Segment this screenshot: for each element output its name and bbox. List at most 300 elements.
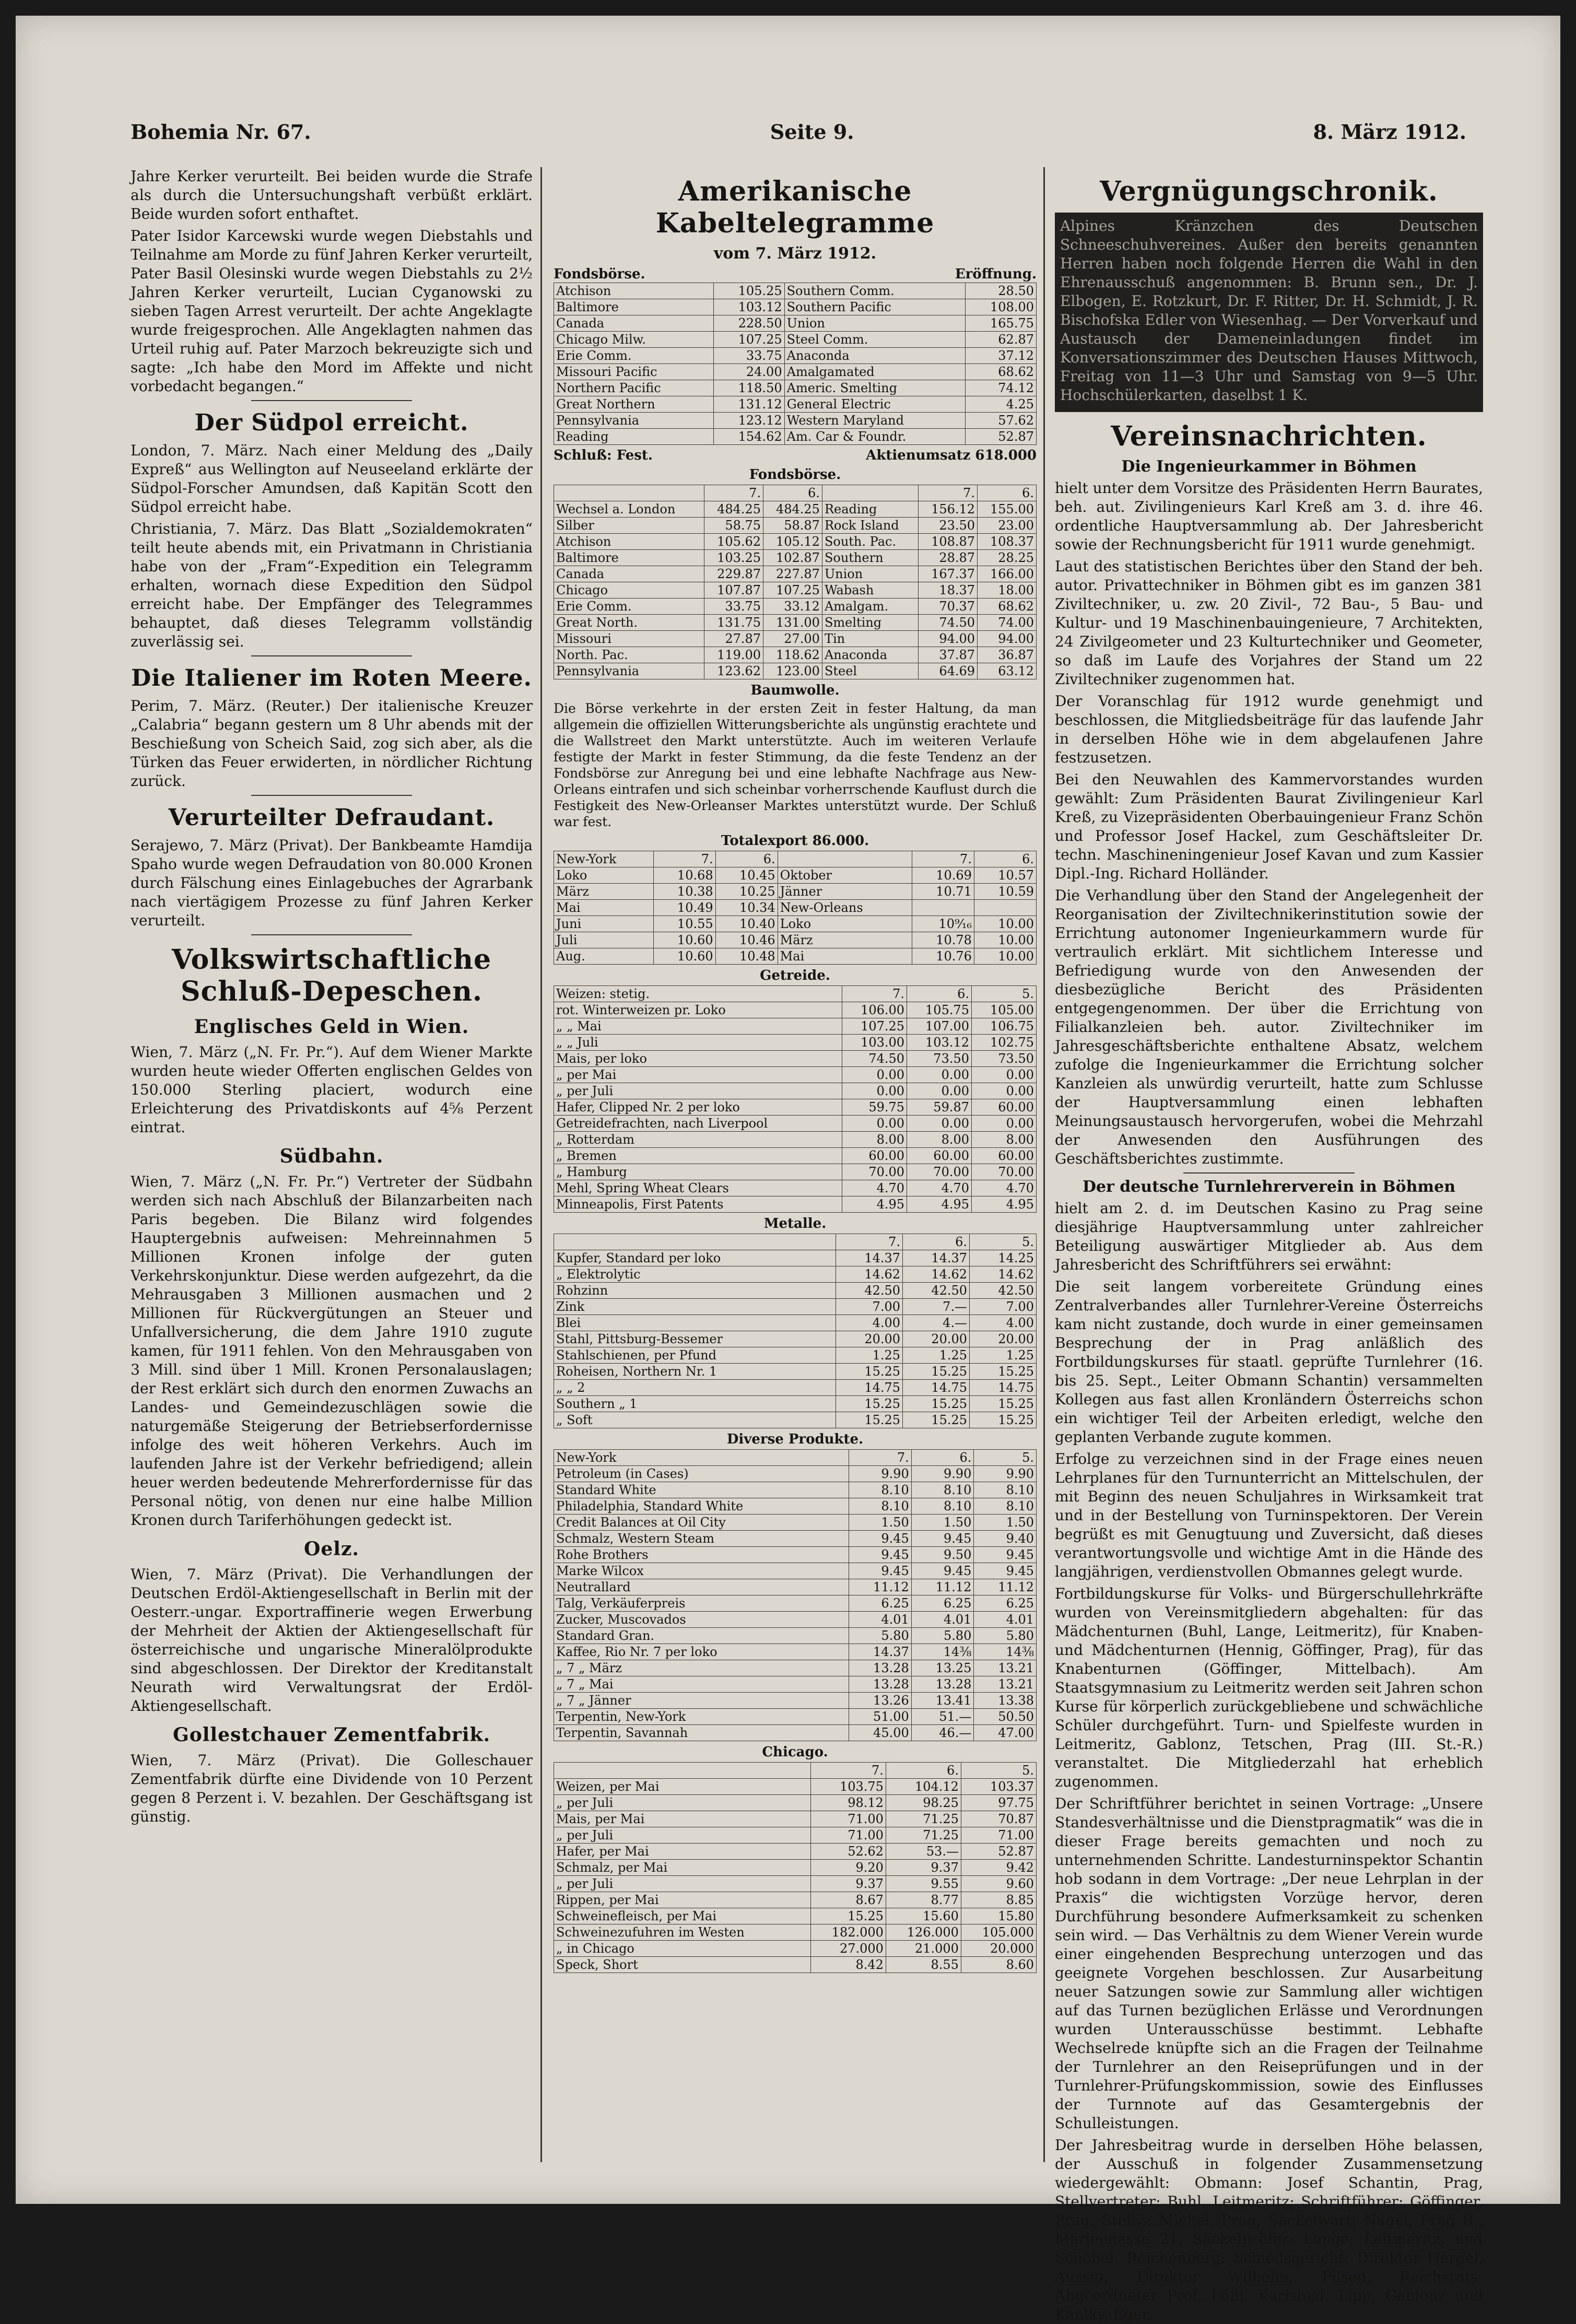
table-cell: 10.60 xyxy=(653,948,715,965)
article-text: Christiania, 7. März. Das Blatt „Sozialdemokraten“ teilt heute abends mit, ein Privatmann in Christiania habe von der „Fram“-Expedition ein Telegramm erhalten, wornach diese Expedition den Südpol erreicht habe. Der Empfänger des Telegrammes behauptet, daß dieses Telegramm vollständig zuverlässig sei. xyxy=(131,520,533,650)
table-cell: 227.87 xyxy=(763,566,822,582)
table-cell: 8.00 xyxy=(972,1132,1037,1148)
table-cell: Schmalz, per Mai xyxy=(554,1860,811,1876)
table-cell: Aug. xyxy=(554,948,654,965)
table-cell: 4.01 xyxy=(911,1612,974,1628)
table-cell: 71.25 xyxy=(886,1811,961,1827)
table-cell: Rock Island xyxy=(822,518,918,534)
table-cell: 71.00 xyxy=(810,1827,886,1844)
table-cell: 94.00 xyxy=(919,631,978,647)
section-title-kabeltelegramme: Amerikanische Kabeltelegramme xyxy=(655,175,935,239)
table-cell: 167.37 xyxy=(919,566,978,582)
table-row xyxy=(554,1763,1037,1779)
table-cell: Terpentin, Savannah xyxy=(554,1725,849,1741)
table-cell: General Electric xyxy=(784,396,966,413)
table-cell: Amalgamated xyxy=(784,364,966,380)
table-row xyxy=(554,299,1037,315)
table-cell: Speck, Short xyxy=(554,1957,811,1973)
table-cell: 103.37 xyxy=(961,1779,1036,1795)
table-cell: 7. xyxy=(842,986,907,1002)
table-cell: 8.67 xyxy=(810,1892,886,1908)
table-cell: 11.12 xyxy=(911,1579,974,1595)
table-cell: 70.00 xyxy=(972,1164,1037,1180)
table-cell: „ per Juli xyxy=(554,1795,811,1811)
table-cell: 14.75 xyxy=(903,1380,970,1396)
table-row xyxy=(554,1908,1037,1924)
table-cell: 10.40 xyxy=(715,916,778,932)
table-cell: 105.000 xyxy=(961,1924,1036,1941)
table-row xyxy=(554,413,1037,429)
table-row xyxy=(554,1892,1037,1908)
table-cell: 10.69 xyxy=(912,867,974,884)
table-row xyxy=(554,1347,1037,1364)
table-row xyxy=(554,1876,1037,1892)
table-cell: 6. xyxy=(974,851,1036,867)
table-cell: 15.25 xyxy=(903,1412,970,1428)
table-row xyxy=(554,1957,1037,1973)
table-cell: New-York xyxy=(554,851,654,867)
table-cell: Missouri Pacific xyxy=(554,364,714,380)
table-cell: 70.00 xyxy=(907,1164,972,1180)
metalle-table xyxy=(554,1234,1037,1428)
newspaper-page xyxy=(16,16,1560,2323)
table-cell: 13.28 xyxy=(849,1660,912,1676)
article-title-suedpol: Der Südpol erreicht. xyxy=(194,409,469,436)
table-cell: Southern xyxy=(822,550,918,566)
article-title-suedbahn: Südbahn. xyxy=(279,1145,384,1167)
table-cell: 4.01 xyxy=(974,1612,1037,1628)
table-cell: März xyxy=(554,884,654,900)
table-row xyxy=(554,348,1037,364)
table-row xyxy=(554,1860,1037,1876)
table-cell: 14.37 xyxy=(836,1250,903,1266)
column-middle xyxy=(554,167,1037,2173)
article-text: Alpines Kränzchen des Deutschen Schneeschuhvereines. Außer den bereits genannten Herren haben noch folgende Herren die Wahl in den Ehrenausschuß angenommen: B. Brunn sen., Dr. J. Elbogen, E. Rotzkurt, Dr. F. Ritter, Dr. H. Schmidt, J. R. Bischofska Edler von Wiesenhag. — Der Vorverkauf und Austausch der Dameneinladungen findet im Konversationszimmer des Deutschen Hauses Mittwoch, Freitag von 11—3 Uhr und Samstag von 9—5 Uhr. Hochschülerkarten, daselbst 1 K. xyxy=(1060,217,1478,404)
table-cell: 8.00 xyxy=(907,1132,972,1148)
table-cell: 5. xyxy=(974,1450,1037,1466)
table-cell: Mais, per Mai xyxy=(554,1811,811,1827)
table-cell: Anaconda xyxy=(822,647,918,663)
table-cell: „ „ Mai xyxy=(554,1018,842,1035)
table-cell: 15.25 xyxy=(903,1396,970,1412)
table-row xyxy=(554,631,1037,647)
table-cell: Stahlschienen, per Pfund xyxy=(554,1347,836,1364)
column-left xyxy=(131,167,533,2173)
table-cell: 123.62 xyxy=(704,663,763,679)
table-cell: 119.00 xyxy=(704,647,763,663)
table-cell: Am. Car & Foundr. xyxy=(784,429,966,445)
table-cell: 18.37 xyxy=(919,582,978,598)
table-cell: 10.49 xyxy=(653,900,715,916)
table-cell: Hafer, Clipped Nr. 2 per loko xyxy=(554,1099,842,1116)
table-cell: Wabash xyxy=(822,582,918,598)
table-cell: 24.00 xyxy=(713,364,784,380)
article-title-ingenieurkammer: Die Ingenieurkammer in Böhmen xyxy=(1121,457,1417,476)
table-cell: 11.12 xyxy=(849,1579,912,1595)
table-row xyxy=(554,396,1037,413)
table-cell: 1.50 xyxy=(974,1515,1037,1531)
table-cell: 20.00 xyxy=(903,1331,970,1347)
table-cell: „ per Juli xyxy=(554,1083,842,1099)
table-cell: Erie Comm. xyxy=(554,598,704,615)
table-cell xyxy=(778,851,912,867)
table-row xyxy=(554,1515,1037,1531)
table-row xyxy=(554,1941,1037,1957)
table-cell: 53.— xyxy=(886,1844,961,1860)
getreide-table xyxy=(554,985,1037,1213)
table-cell: 51.00 xyxy=(849,1709,912,1725)
table-cell: Chicago Milw. xyxy=(554,332,714,348)
table-cell: 0.00 xyxy=(907,1116,972,1132)
table-cell: 7. xyxy=(836,1234,903,1250)
table-row xyxy=(554,550,1037,566)
article-text: Wien, 7. März (Privat). Die Verhandlungen der Deutschen Erdöl-Aktiengesellschaft in Berlin mit der Oesterr.-ungar. Exportraffinerie wegen Erwerbung der Mehrheit der Aktien der Aktiengesellschaft für österreichische und ungarische Mineralölprodukte sind abgeschlossen. Der Direktor der Kreditanstalt Neurath wird Verwaltungsrat der Erdöl-Aktiengesellschaft. xyxy=(131,1566,533,1715)
table-cell xyxy=(912,900,974,916)
table-cell: 6. xyxy=(911,1450,974,1466)
table-cell: Tin xyxy=(822,631,918,647)
table-cell: 9.60 xyxy=(961,1876,1036,1892)
table-row xyxy=(554,1035,1037,1051)
table-cell: Anaconda xyxy=(784,348,966,364)
table-cell: 0.00 xyxy=(842,1067,907,1083)
table-cell: Rohzinn xyxy=(554,1283,836,1299)
table-title-metalle: Metalle. xyxy=(763,1216,827,1231)
table-cell: 108.87 xyxy=(919,534,978,550)
table-cell: 9.45 xyxy=(849,1547,912,1563)
table-cell: 14.62 xyxy=(903,1266,970,1283)
article-title-italiener: Die Italiener im Roten Meere. xyxy=(131,665,532,691)
article-text: Die Verhandlung über den Stand der Angelegenheit der Reorganisation der Ziviltechnikerinstitution sowie der Errichtung autonomer Ingenieurkammern wurde für vertraulich erklärt. Mit sichtlichem Interesse und Befriedigung wurde von den Anwesenden der diesbezügliche Bericht des Präsidenten entgegengenommen. Der über die Errichtung von Filialkanzleien beh. autor. Ziviltechniker im Jahresgeschäftsberichte enthaltene Absatz, welchem zufolge die Ingenieurkammer die Errichtung solcher Kanzleien als unwürdig verurteilt, hatte zum Schlusse der Hauptversammlung einen lebhaften Meinungsaustausch hervorgerufen, wobei die Mehrzahl der Anwesenden den Ausführungen des Geschäftsberichtes zustimmte. xyxy=(1055,887,1483,1167)
table-cell: 52.87 xyxy=(966,429,1037,445)
table-cell xyxy=(554,1763,811,1779)
table-row xyxy=(554,485,1037,501)
table-cell: 63.12 xyxy=(978,663,1037,679)
table-cell: Minneapolis, First Patents xyxy=(554,1196,842,1213)
table-row xyxy=(554,1628,1037,1644)
table-cell: Terpentin, New-York xyxy=(554,1709,849,1725)
table-row xyxy=(554,1450,1037,1466)
fondsboerse-header xyxy=(554,266,1037,283)
table-cell: 4.70 xyxy=(972,1180,1037,1196)
table-cell: Oktober xyxy=(778,867,912,884)
table-cell: 9.45 xyxy=(911,1563,974,1579)
table-cell: 4.00 xyxy=(836,1315,903,1331)
table-cell: 21.000 xyxy=(886,1941,961,1957)
table-cell: Getreidefrachten, nach Liverpool xyxy=(554,1116,842,1132)
table-row xyxy=(554,1180,1037,1196)
article-title-defraudant: Verurteilter Defraudant. xyxy=(168,804,495,831)
table-cell: 13.21 xyxy=(974,1676,1037,1693)
table-row xyxy=(554,1725,1037,1741)
table-cell: 6. xyxy=(903,1234,970,1250)
table-cell: „ 7 „ Mai xyxy=(554,1676,849,1693)
table-cell: 10.78 xyxy=(912,932,974,948)
table-cell: 8.10 xyxy=(849,1482,912,1498)
table-cell: 4.— xyxy=(903,1315,970,1331)
table-cell: Rippen, per Mai xyxy=(554,1892,811,1908)
table-cell: 9.20 xyxy=(810,1860,886,1876)
table-cell: 15.25 xyxy=(836,1412,903,1428)
table-cell: 68.62 xyxy=(966,364,1037,380)
fondsboerse-label: Fondsbörse. xyxy=(554,266,645,282)
table-row xyxy=(554,1380,1037,1396)
table-cell: 70.00 xyxy=(842,1164,907,1180)
table-cell: Mehl, Spring Wheat Clears xyxy=(554,1180,842,1196)
faded-notice xyxy=(1055,213,1483,412)
table-cell: Southern Comm. xyxy=(784,283,966,299)
table-cell: 59.87 xyxy=(907,1099,972,1116)
table-cell: 103.25 xyxy=(704,550,763,566)
table-cell: Blei xyxy=(554,1315,836,1331)
table-cell: 5.80 xyxy=(974,1628,1037,1644)
table-cell: 15.25 xyxy=(810,1908,886,1924)
table-cell: 131.00 xyxy=(763,615,822,631)
table-cell: 10.59 xyxy=(974,884,1036,900)
table-row xyxy=(554,1547,1037,1563)
table-cell: 8.00 xyxy=(842,1132,907,1148)
table-cell: 103.00 xyxy=(842,1035,907,1051)
table-cell: 0.00 xyxy=(907,1067,972,1083)
table-cell: 73.50 xyxy=(907,1051,972,1067)
table-cell: 37.12 xyxy=(966,348,1037,364)
table-cell: Weizen: stetig. xyxy=(554,986,842,1002)
table-cell: 4.95 xyxy=(907,1196,972,1213)
table-cell: 15.25 xyxy=(836,1364,903,1380)
table-row xyxy=(554,518,1037,534)
table-cell: 6. xyxy=(978,485,1037,501)
table-cell: 15.25 xyxy=(970,1412,1037,1428)
article-text: Perim, 7. März. (Reuter.) Der italienische Kreuzer „Calabria“ begann gestern um 8 Uhr abends mit der Beschießung von Scheich Said, zog sich aber, als die Türken das Feuer erwiderten, in nördlicher Richtung zurück. xyxy=(131,697,533,790)
table-cell: Atchison xyxy=(554,283,714,299)
table-cell: 9.40 xyxy=(974,1531,1037,1547)
table-row xyxy=(554,283,1037,299)
table-row xyxy=(554,1196,1037,1213)
table-cell: 0.00 xyxy=(972,1083,1037,1099)
table-cell: Credit Balances at Oil City xyxy=(554,1515,849,1531)
eroeffnung-label: Eröffnung. xyxy=(955,266,1037,282)
table-cell: 15.25 xyxy=(836,1396,903,1412)
table-cell: Union xyxy=(784,315,966,332)
header-date: 8. März 1912. xyxy=(1313,120,1466,144)
table-cell: „ 7 „ Jänner xyxy=(554,1693,849,1709)
table-cell: 106.00 xyxy=(842,1002,907,1018)
article-text: Fortbildungskurse für Volks- und Bürgerschullehrkräfte wurden von Vereinsmitgliedern abgehalten: für das Mädchenturnen (Buhl, Lange, Leitmeritz), für Knaben- und Mädchenturnen (Hennig, Göffinger, Prag), für das Knabenturnen (Göffinger, Mittelbach). Am Staatsgymnasium zu Leitmeritz werden seit Jahren schon Kurse für körperlich zurückgebliebene und schwächliche Schüler durchgeführt. Turn- und Spielfeste wurden in Leitmeritz, Gablonz, Tetschen, Prag (III. St.-R.) veranstaltet. Die Mitgliederzahl hat erheblich zugenommen. xyxy=(1055,1585,1483,1790)
table-cell: „ Hamburg xyxy=(554,1164,842,1180)
chicago-table xyxy=(554,1762,1037,1973)
table-cell: 42.50 xyxy=(836,1283,903,1299)
table-cell: Amalgam. xyxy=(822,598,918,615)
article-text: hielt am 2. d. im Deutschen Kasino zu Prag seine diesjährige Hauptversammlung unter zahlreicher Beteiligung auswärtiger Mitglieder ab. Aus dem Jahresbericht des Schriftführers sei erwähnt: xyxy=(1055,1200,1483,1273)
table-cell: Schmalz, Western Steam xyxy=(554,1531,849,1547)
table-cell: Roheisen, Northern Nr. 1 xyxy=(554,1364,836,1380)
table-cell: New-Orleans xyxy=(778,900,912,916)
table-cell: 74.00 xyxy=(978,615,1037,631)
table-cell: Petroleum (in Cases) xyxy=(554,1466,849,1482)
table-cell: 0.00 xyxy=(972,1067,1037,1083)
table-cell: 4.95 xyxy=(842,1196,907,1213)
table-cell: Zucker, Muscovados xyxy=(554,1612,849,1628)
table-row xyxy=(554,1644,1037,1660)
table-cell: 118.50 xyxy=(713,380,784,396)
table-cell: 6. xyxy=(886,1763,961,1779)
table-cell: 15.25 xyxy=(903,1364,970,1380)
table-cell: 74.12 xyxy=(966,380,1037,396)
table-cell: 23.00 xyxy=(978,518,1037,534)
table-cell: 131.75 xyxy=(704,615,763,631)
table-cell: Steel Comm. xyxy=(784,332,966,348)
table-cell: 10.68 xyxy=(653,867,715,884)
table-row xyxy=(554,1132,1037,1148)
table-cell: 104.12 xyxy=(886,1779,961,1795)
table-cell: März xyxy=(778,932,912,948)
table-cell: „ Rotterdam xyxy=(554,1132,842,1148)
article-title-turnlehrerverein: Der deutsche Turnlehrerverein in Böhmen xyxy=(1082,1178,1456,1196)
table-cell: 9.55 xyxy=(886,1876,961,1892)
table-cell: 13.41 xyxy=(911,1693,974,1709)
table-cell: 106.75 xyxy=(972,1018,1037,1035)
table-row xyxy=(554,1676,1037,1693)
table-cell xyxy=(554,1234,836,1250)
section-title-vergnuegung: Vergnügungschronik. xyxy=(1100,175,1438,207)
divider xyxy=(251,400,412,401)
table-cell: „ in Chicago xyxy=(554,1941,811,1957)
table-cell: 1.50 xyxy=(849,1515,912,1531)
article-title-zementfabrik: Gollestchauer Zementfabrik. xyxy=(173,1724,490,1746)
table-cell: 107.25 xyxy=(763,582,822,598)
table-cell: 28.87 xyxy=(919,550,978,566)
table-row xyxy=(554,615,1037,631)
table-cell: 18.00 xyxy=(978,582,1037,598)
table-cell: 0.00 xyxy=(842,1083,907,1099)
table-cell: Pennsylvania xyxy=(554,663,704,679)
table-cell: 74.50 xyxy=(842,1051,907,1067)
section-title-vereinsnachrichten: Vereinsnachrichten. xyxy=(1111,420,1427,452)
table-cell: Smelting xyxy=(822,615,918,631)
table-row xyxy=(554,932,1037,948)
table-cell: Marke Wilcox xyxy=(554,1563,849,1579)
table-cell: Standard Gran. xyxy=(554,1628,849,1644)
table-cell: 9.45 xyxy=(911,1531,974,1547)
table-cell: Weizen, per Mai xyxy=(554,1779,811,1795)
table-cell: 60.00 xyxy=(972,1099,1037,1116)
table-cell: 107.87 xyxy=(704,582,763,598)
table-row xyxy=(554,1827,1037,1844)
table-cell: 10.60 xyxy=(653,932,715,948)
table-cell: 8.42 xyxy=(810,1957,886,1973)
table-title-getreide: Getreide. xyxy=(760,968,830,983)
table-cell: 14.75 xyxy=(970,1380,1037,1396)
table-cell: 131.12 xyxy=(713,396,784,413)
divider xyxy=(251,655,412,656)
table-row xyxy=(554,900,1037,916)
table-cell: 102.75 xyxy=(972,1035,1037,1051)
table-title-chicago: Chicago. xyxy=(762,1744,828,1760)
table-cell: 5. xyxy=(972,986,1037,1002)
table-row xyxy=(554,663,1037,679)
table-cell: Northern Pacific xyxy=(554,380,714,396)
table-cell: 14⅜ xyxy=(974,1644,1037,1660)
table-cell: Atchison xyxy=(554,534,704,550)
table-cell: Standard White xyxy=(554,1482,849,1498)
header-page: Seite 9. xyxy=(770,120,854,144)
table-row xyxy=(554,1563,1037,1579)
table-cell: 7. xyxy=(653,851,715,867)
table-cell: 6. xyxy=(715,851,778,867)
schluss-label: Schluß: Fest. xyxy=(554,448,653,463)
table-row xyxy=(554,364,1037,380)
table-row xyxy=(554,380,1037,396)
table-cell: Mais, per loko xyxy=(554,1051,842,1067)
table-cell: 11.12 xyxy=(974,1579,1037,1595)
table-cell: 7. xyxy=(810,1763,886,1779)
table-cell: 154.62 xyxy=(713,429,784,445)
table-cell: 15.25 xyxy=(970,1364,1037,1380)
column-divider-1 xyxy=(540,167,542,2162)
table-cell: Canada xyxy=(554,566,704,582)
table-cell: 4.00 xyxy=(970,1315,1037,1331)
table-cell: 5.80 xyxy=(849,1628,912,1644)
table-cell: 9.42 xyxy=(961,1860,1036,1876)
table-cell: 13.38 xyxy=(974,1693,1037,1709)
table-cell: 8.10 xyxy=(911,1498,974,1515)
column-right xyxy=(1055,167,1483,2323)
column-divider-2 xyxy=(1043,167,1045,2162)
table-cell: Reading xyxy=(822,501,918,518)
table-cell: 14.62 xyxy=(836,1266,903,1283)
table-cell: 4.01 xyxy=(849,1612,912,1628)
table-cell: 8.10 xyxy=(849,1498,912,1515)
table-cell: 70.87 xyxy=(961,1811,1036,1827)
table-cell: 10⁹⁄₁₆ xyxy=(912,916,974,932)
table-cell: 103.12 xyxy=(907,1035,972,1051)
table-title-fondsboerse: Fondsbörse. xyxy=(749,467,841,483)
table-cell: 6.25 xyxy=(974,1595,1037,1612)
table-row xyxy=(554,582,1037,598)
table-cell: 1.25 xyxy=(970,1347,1037,1364)
table-cell: Juni xyxy=(554,916,654,932)
table-row xyxy=(554,598,1037,615)
table-cell: 103.12 xyxy=(713,299,784,315)
table-cell: 20.000 xyxy=(961,1941,1036,1957)
table-cell: North. Pac. xyxy=(554,647,704,663)
table-cell: 42.50 xyxy=(903,1283,970,1299)
table-cell: 7.— xyxy=(903,1299,970,1315)
table-cell: 7. xyxy=(704,485,763,501)
totalexport: Totalexport 86.000. xyxy=(721,833,869,849)
article-text: hielt unter dem Vorsitze des Präsidenten Herrn Baurates, beh. aut. Zivilingenieurs Karl Kreß am 3. d. ihre 46. ordentliche Hauptversammlung ab. Der Jahresbericht sowie der Rechnungsbericht für 1911 wurde genehmigt. xyxy=(1055,479,1483,553)
table-cell: 10.00 xyxy=(974,932,1036,948)
table-cell: Americ. Smelting xyxy=(784,380,966,396)
article-text: Der Jahresbeitrag wurde in derselben Höhe belassen, der Ausschuß in folgender Zusammensetzung wiedergewählt: Obmann: Josef Schantin, Prag, Stellvertreter: Buhl, Leitmeritz; Schriftführer: Göffinger, Prag, Stellv.: Michel, Prag; Säckelwart: Nagel, Prag II., Mariengasse 21, Säckelprüfer: Lange, Leitmeritz, und Schöbel, Reichenberg; Schiedsgericht: Direktor Hergel, Aussig, Direktor Wilhelm, Pilsen, Reichsrats-Abgeordneter Prof. Lößl, Karlsbad, Lipp, Gablonz und Kaulky, Eger. xyxy=(1055,2137,1483,2323)
article-text: Die seit langem vorbereitete Gründung eines Zentralverbandes aller Turnlehrer-Vereine Österreichs kam nicht zustande, doch wurde in einer gemeinsamen Besprechung der in Prag anläßlich des Fortbildungskurses für staatl. geprüfte Turnlehrer (16. bis 25. Sept., Leiter Obmann Schantin) versammelten Kollegen aus fast allen Kronländern Österreichs schon ein wichtiger Teil der Arbeiten erledigt, welche den geplanten Verbande zugute kommen. xyxy=(1055,1278,1483,1446)
table-cell: Great Northern xyxy=(554,396,714,413)
table-cell: 126.000 xyxy=(886,1924,961,1941)
table-cell: „ per Mai xyxy=(554,1067,842,1083)
divider xyxy=(1183,1172,1355,1173)
table-cell: 105.62 xyxy=(704,534,763,550)
table-cell: Baltimore xyxy=(554,550,704,566)
section-title-volkswirtschaft: Volkswirtschaftliche Schluß-Depeschen. xyxy=(171,944,492,1007)
table-row xyxy=(554,916,1037,932)
table-cell: 13.26 xyxy=(849,1693,912,1709)
table-cell: 10.45 xyxy=(715,867,778,884)
table-cell: Stahl, Pittsburg-Bessemer xyxy=(554,1331,836,1347)
table-cell: „ Soft xyxy=(554,1412,836,1428)
table-row xyxy=(554,1595,1037,1612)
table-cell: Schweinefleisch, per Mai xyxy=(554,1908,811,1924)
table-cell: 28.25 xyxy=(978,550,1037,566)
table-cell: Schweinezufuhren im Westen xyxy=(554,1924,811,1941)
